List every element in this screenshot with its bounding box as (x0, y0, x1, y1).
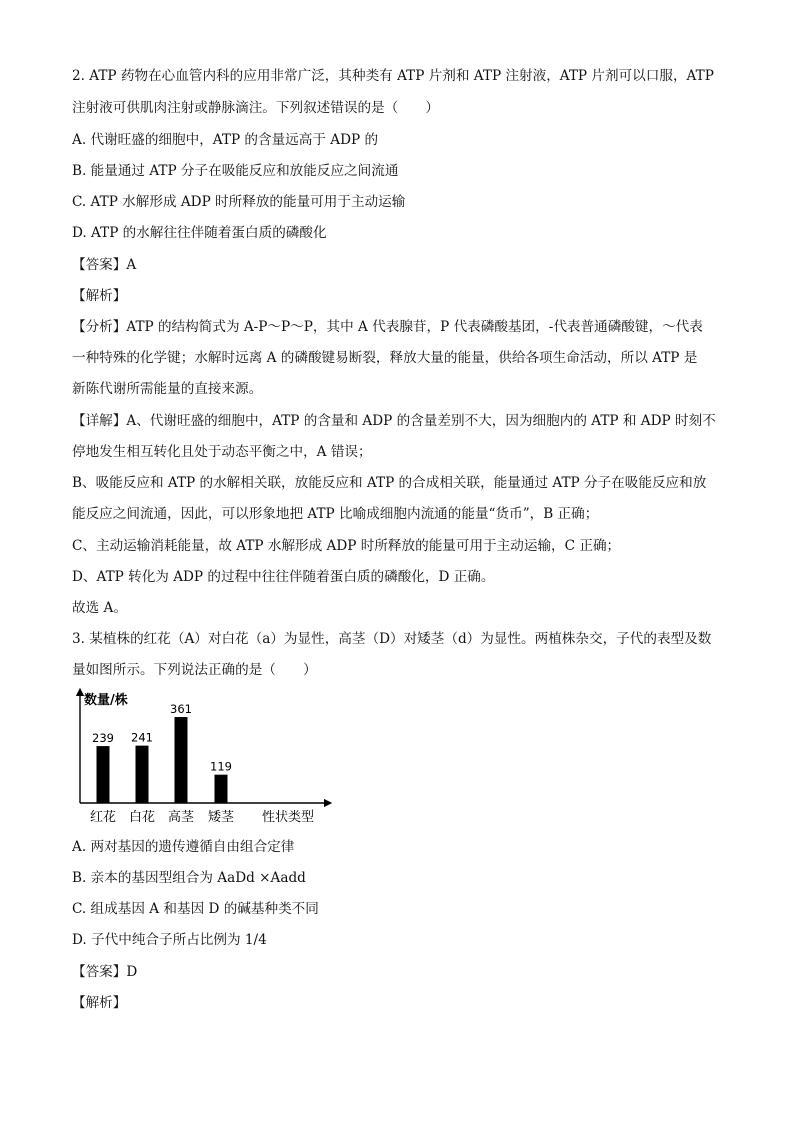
q3-answer-line (72, 962, 722, 982)
q2-analysis-text-1: ATP 的结构简式为 A-P～P～P，其中 A 代表腺苷，P 代表磷酸基团，-代表普通磷酸键，～代表 (126, 319, 703, 335)
q2-answer-tag: 【答案】 (72, 257, 127, 273)
bar-3 (215, 775, 228, 803)
q2-analysis-line-2: 一种特殊的化学键；水解时远离 A 的磷酸键易断裂，释放大量的能量，供给各项生命活动，所以 ATP 是 (72, 350, 698, 366)
q3-option-a: A. 两对基因的遗传遵循自由组合定律 (72, 839, 295, 855)
category-label-2: 高茎 (167, 810, 195, 825)
q3-option-b: B. 亲本的基因型组合为 AaDd ×Aadd (72, 870, 306, 886)
q2-stem-line-2: 注射液可供肌肉注射或静脉滴注。下列叙述错误的是（ ） (72, 100, 440, 116)
q2-option-b: B. 能量通过 ATP 分子在吸能反应和放能反应之间流通 (72, 163, 399, 179)
bar-2 (175, 717, 188, 803)
q3-option-d: D. 子代中纯合子所占比例为 1/4 (72, 932, 267, 948)
q3-stem-line-1: 3. 某植株的红花（A）对白花（a）为显性，高茎（D）对矮茎（d）为显性。两植株杂交，子代的表型及数 (72, 631, 712, 647)
trait-count-bar-chart (66, 686, 336, 828)
q2-answer-value: A (126, 257, 137, 273)
category-label-1: 白花 (128, 810, 156, 825)
bar-0 (97, 746, 110, 803)
bar-value-label-2: 361 (170, 702, 192, 717)
q2-option-d: D. ATP 的水解往往伴随着蛋白质的磷酸化 (72, 225, 327, 241)
q2-detail-line-3: B、吸能反应和 ATP 的水解相关联，放能反应和 ATP 的合成相关联，能量通过 ATP 分子在吸能反应和放 (72, 475, 707, 491)
q3-answer-value: D (126, 964, 138, 980)
q2-detail-line-4: 能反应之间流通，因此，可以形象地把 ATP 比喻成细胞内流通的能量“货币”，B 正确； (72, 506, 599, 522)
bar-value-label-1: 241 (131, 730, 153, 745)
bar-group (90, 702, 235, 825)
q2-stem-line-1: 2. ATP 药物在心血管内科的应用非常广泛，其种类有 ATP 片剂和 ATP 注射液，ATP 片剂可以口服，ATP (72, 68, 714, 84)
q3-option-c: C. 组成基因 A 和基因 D 的碱基种类不同 (72, 901, 319, 917)
q2-detail-line-2: 停地发生相互转化且处于动态平衡之中，A 错误； (72, 444, 372, 460)
category-label-3: 矮茎 (207, 810, 235, 825)
q3-answer-tag: 【答案】 (72, 964, 127, 980)
q3-jiexi-tag: 【解析】 (72, 995, 127, 1011)
q2-option-c: C. ATP 水解形成 ADP 时所释放的能量可用于主动运输 (72, 194, 406, 210)
q2-answer-line (72, 255, 722, 275)
q3-stem-line-2: 量如图所示。下列说法正确的是（ ） (72, 662, 317, 678)
q2-detail-line-6: D、ATP 转化为 ADP 的过程中往往伴随着蛋白质的磷酸化，D 正确。 (72, 569, 495, 585)
q2-option-a: A. 代谢旺盛的细胞中，ATP 的含量远高于 ADP 的 (72, 132, 379, 148)
q2-detail-text-1: A、代谢旺盛的细胞中，ATP 的含量和 ADP 的含量差别不大，因为细胞内的 ATP 和 ADP 时刻不 (126, 413, 716, 429)
bar-value-label-0: 239 (92, 731, 114, 746)
y-axis-label: 数量/株 (84, 693, 128, 708)
q2-analysis-tag: 【分析】 (72, 319, 127, 335)
bar-1 (136, 746, 149, 803)
q2-detail-tag: 【详解】 (72, 413, 127, 429)
q2-analysis-line-1 (72, 317, 722, 337)
q2-analysis-line-3: 新陈代谢所需能量的直接来源。 (72, 381, 263, 397)
q2-jiexi-tag: 【解析】 (72, 288, 127, 304)
q2-conclusion: 故选 A。 (72, 600, 127, 616)
category-label-0: 红花 (89, 810, 117, 825)
q2-detail-line-1 (72, 411, 722, 431)
x-axis-label: 性状类型 (262, 810, 315, 825)
q2-detail-line-5: C、主动运输消耗能量，故 ATP 水解形成 ADP 时所释放的能量可用于主动运输，C 正确； (72, 538, 621, 554)
bar-value-label-3: 119 (210, 759, 232, 774)
